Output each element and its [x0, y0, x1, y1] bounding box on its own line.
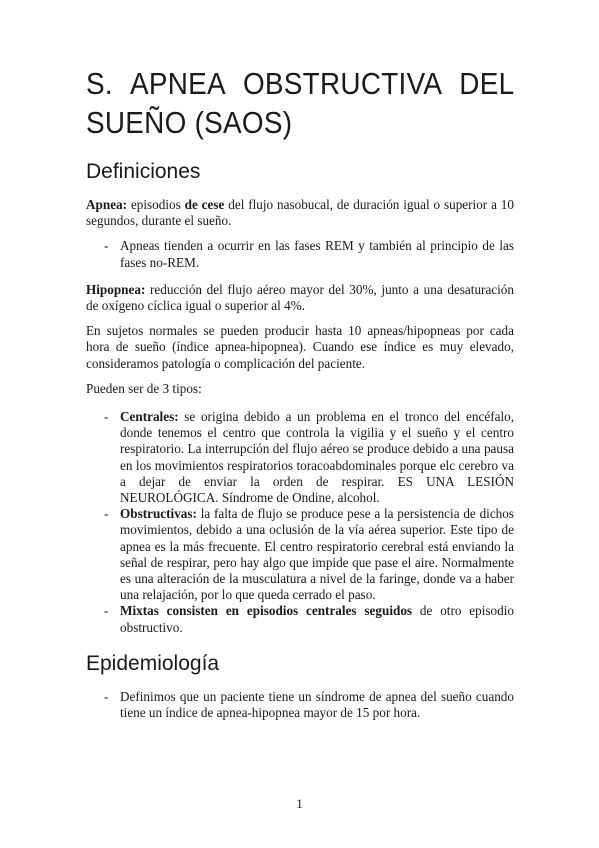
list-item — [86, 603, 514, 635]
dash-bullet: - — [104, 238, 109, 254]
type-term-centrales: Centrales: — [120, 409, 179, 425]
list-item — [86, 238, 514, 270]
page-number: 1 — [296, 796, 303, 811]
hipopnea-text: reducción del flujo aéreo mayor del 30%, junto a una desaturación de oxígeno cíclica igual o superior al 4%. — [86, 281, 514, 314]
types-intro: Pueden ser de 3 tipos: — [86, 380, 202, 396]
page-title: S. APNEA OBSTRUCTIVA DEL SUEÑO (SAOS) — [86, 66, 515, 140]
type-text-mixtas: de otro episodio obstructivo. — [120, 603, 514, 635]
type-text-centrales: se origina debido a un problema en el tronco del encéfalo, donde tenemos el centro que controla la vigilia y el sueño y el centro respiratorio. La interrupción del flujo aéreo se produce debido a una pausa en los movimientos respiratorios toracoabdominales porque elc cerebro va a dejar de enviar la orden de respirar. ES UNA LESIÓN NEUROLÓGICA. Síndrome de Ondine, alcohol. — [120, 409, 514, 506]
list-item — [86, 409, 514, 506]
dash-bullet: - — [104, 409, 109, 425]
hipopnea-term: Hipopnea: — [86, 281, 146, 297]
apnea-types-list — [86, 409, 514, 636]
apnea-bullet-text: Apneas tienden a ocurrir en las fases REM y también al principio de las fases no-REM. — [120, 238, 514, 270]
apnea-text-1: episodios — [127, 197, 185, 212]
dash-bullet: - — [104, 506, 109, 522]
apnea-term: Apnea: — [86, 197, 128, 212]
apnea-definition — [86, 197, 514, 229]
list-item — [86, 506, 514, 603]
list-item — [86, 689, 514, 721]
normal-subjects-paragraph: En sujetos normales se pueden producir hasta 10 apneas/hipopneas por cada hora de sueño (índice apnea-hipopnea). Cuando ese índice es muy elevado, consideramos patología o complicación del paciente. — [86, 323, 514, 371]
apnea-bullet-list — [86, 238, 514, 270]
epidemiologia-bullet-text: Definimos que un paciente tiene un síndrome de apnea del sueño cuando tiene un índice de apnea-hipopnea mayor de 15 por hora. — [120, 688, 514, 721]
section-heading-definiciones: Definiciones — [86, 160, 201, 183]
document-page — [86, 64, 514, 732]
type-text-obstructivas: la falta de flujo se produce pese a la persistencia de dichos movimientos, debido a una oclusión de la vía aérea superior. Este tipo de apnea es la más frecuente. El centro respiratorio cerebral está enviando la señal de respirar, pero hay algo que impide que pase el aire. Normalmente es una alteración de la musculatura a nivel de la faringe, donde va a haber una relajación, por lo que queda cerrado el paso. — [120, 506, 514, 603]
hipopnea-definition — [86, 282, 514, 314]
apnea-text-2: del flujo nasobucal, de duración igual o superior a 10 segundos, durante el sueño. — [86, 197, 514, 229]
dash-bullet: - — [104, 688, 109, 704]
apnea-bold: de cese — [184, 197, 225, 212]
dash-bullet: - — [104, 603, 109, 619]
type-term-obstructivas: Obstructivas: — [120, 506, 197, 522]
type-term-mixtas: Mixtas consisten en episodios centrales seguidos — [120, 603, 413, 619]
epidemiologia-bullet-list — [86, 689, 514, 721]
section-heading-epidemiologia: Epidemiología — [86, 651, 220, 675]
